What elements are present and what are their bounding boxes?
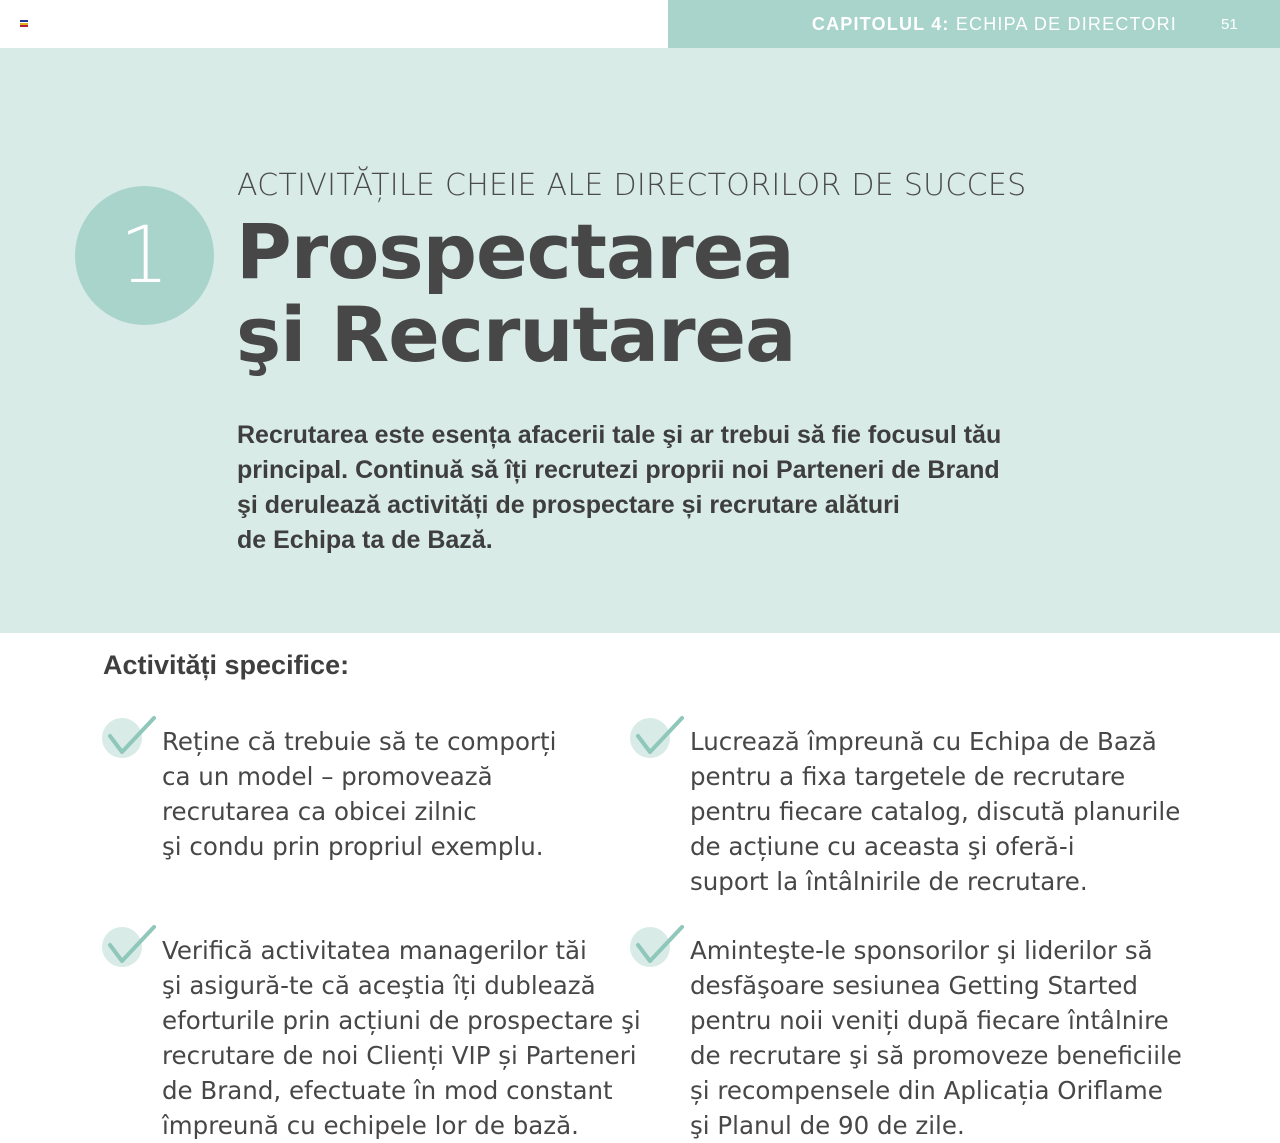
page-number: 51 xyxy=(1221,16,1238,33)
activity-line: Lucrează împreună cu Echipa de Bază xyxy=(690,727,1157,756)
chapter-label: CAPITOLUL 4: xyxy=(811,14,950,34)
intro-line: Recrutarea este esența afacerii tale şi ar trebui să fie focusul tău xyxy=(237,421,1002,449)
activity-line: şi condu prin propriul exemplu. xyxy=(162,832,544,861)
section-kicker: ACTIVITĂȚILE CHEIE ALE DIRECTORILOR DE SUCCES xyxy=(237,168,1027,203)
activity-line: eforturile prin acțiuni de prospectare şi xyxy=(162,1006,641,1035)
chapter-title xyxy=(812,14,1177,35)
activity-line: împreună cu echipele lor de bază. xyxy=(162,1111,579,1140)
activity-line: Reține că trebuie să te comporți xyxy=(162,727,557,756)
section-number: 1 xyxy=(119,210,170,301)
activity-text xyxy=(690,933,1182,1143)
activity-line: recrutarea ca obicei zilnic xyxy=(162,797,477,826)
chapter-header xyxy=(668,0,1280,48)
activity-line: şi asigură-te că aceştia îți dublează xyxy=(162,971,596,1000)
title-line: şi Recrutarea xyxy=(236,290,796,379)
intro-line: şi derulează activități de prospectare și recrutare alături xyxy=(237,491,900,519)
activity-line: de recrutare şi să promoveze beneficiile xyxy=(690,1041,1182,1070)
activity-text xyxy=(162,933,641,1143)
intro-paragraph xyxy=(237,418,1067,558)
activity-line: de acțiune cu aceasta şi oferă-i xyxy=(690,832,1075,861)
intro-line: principal. Continuă să îți recrutezi proprii noi Parteneri de Brand xyxy=(237,456,1000,484)
checkmark-icon xyxy=(630,712,684,768)
section-number-badge xyxy=(75,186,214,325)
intro-line: de Echipa ta de Bază. xyxy=(237,526,493,554)
activity-line: pentru fiecare catalog, discută planurile xyxy=(690,797,1181,826)
activity-line: Verifică activitatea managerilor tăi xyxy=(162,936,587,965)
romania-flag-icon xyxy=(20,20,28,27)
activity-line: şi Planul de 90 de zile. xyxy=(690,1111,965,1140)
activity-text xyxy=(162,724,556,864)
activity-line: pentru a fixa targetele de recrutare xyxy=(690,762,1126,791)
chapter-name: ECHIPA DE DIRECTORI xyxy=(955,14,1177,34)
activity-line: și recompensele din Aplicația Oriflame xyxy=(690,1076,1163,1105)
activity-line: suport la întâlnirile de recrutare. xyxy=(690,867,1088,896)
activity-line: ca un model – promovează xyxy=(162,762,493,791)
title-line: Prospectarea xyxy=(236,207,794,296)
checkmark-icon xyxy=(630,921,684,977)
activity-line: recrutare de noi Clienți VIP și Parteneri xyxy=(162,1041,637,1070)
activities-heading: Activități specifice: xyxy=(103,650,350,680)
activity-line: desfăşoare sesiunea Getting Started xyxy=(690,971,1138,1000)
activity-line: de Brand, efectuate în mod constant xyxy=(162,1076,613,1105)
activity-line: pentru noii veniți după fiecare întâlnire xyxy=(690,1006,1169,1035)
page-title xyxy=(236,207,936,379)
checkmark-icon xyxy=(102,712,156,768)
activity-text xyxy=(690,724,1180,899)
activity-line: Aminteşte-le sponsorilor şi liderilor să xyxy=(690,936,1153,965)
checkmark-icon xyxy=(102,921,156,977)
